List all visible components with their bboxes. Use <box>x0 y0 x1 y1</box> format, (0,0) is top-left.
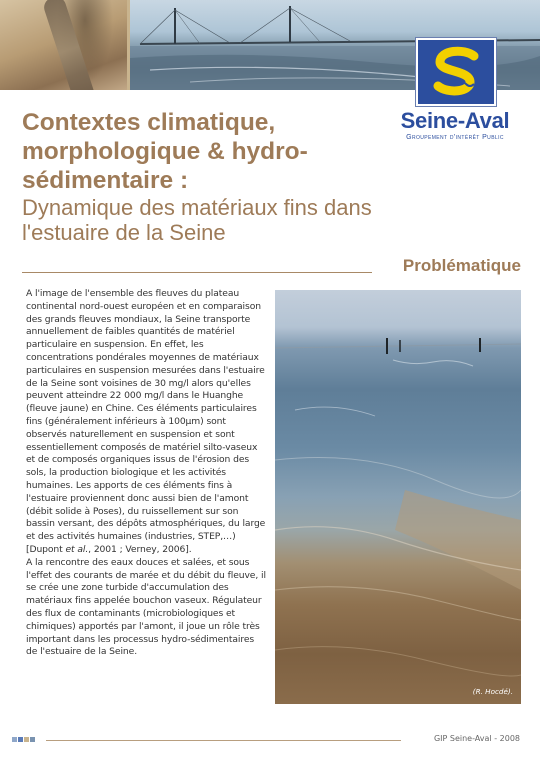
estuary-photo <box>275 290 521 704</box>
footer-square <box>12 737 17 742</box>
footer-square <box>18 737 23 742</box>
section-heading: Problématique <box>402 256 521 275</box>
footer-square <box>24 737 29 742</box>
page-subtitle: Dynamique des matériaux fins dans l'estuaire de la Seine <box>22 195 372 245</box>
logo-tagline: Groupement d'intérêt Public <box>406 134 504 141</box>
body-paragraph-2: A la rencontre des eaux douces et salées, et sous l'effet des courants de marée et du débit du fleuve, il se crée une zone turbide d'accumulation des matériaux fins appelée bouchon vaseux. Régulateur des flux de contaminants (microbiologiques et chimiques) apportés par l'amont, il joue un rôle très important dans les processus hydro-sédimentaires de l'estuaire de la Seine. <box>26 556 266 658</box>
reference-etal: et al. <box>65 543 89 555</box>
reference-citation <box>26 544 268 557</box>
page-title: Contextes climatique, morphologique & hydro-sédimentaire : <box>22 109 308 194</box>
sand-flats-photo <box>0 0 127 90</box>
reference-close: , 2001 ; Verney, 2006]. <box>88 543 192 555</box>
logo-name: Seine-Aval <box>400 108 510 133</box>
footer-text: GIP Seine-Aval - 2008 <box>433 734 520 743</box>
section-divider <box>22 272 372 273</box>
footer-divider <box>46 740 401 741</box>
body-text <box>26 288 268 659</box>
body-paragraph-1: A l'image de l'ensemble des fleuves du plateau continental nord-ouest européen et en comparaison des grands fleuves mondiaux, la Seine transporte annuellement de faibles quantités de matériel particulaire en suspension. En effet, les concentrations pondérales moyennes de matériaux particulaires en suspension mesurées dans l'estuaire de la Seine sont voisines de 30 mg/l alors qu'elles peuvent atteindre 22 000 mg/l dans le Huanghe (fleuve jaune) en Chine. Ces éléments particulaires fins (généralement inférieurs à 100µm) sont observés naturellement en suspension et sont essentiellement composés de matériel silto-vaseux et de composés organiques issus de l'érosion des sols, la production biologique et les activités humaines. Les apports de ces éléments fins à l'estuaire proviennent donc aussi bien de l'amont (débit solide à Poses), du ruissellement sur son bassin versant, des dépôts atmosphériques, du large et des activités humaines (industries, STEP,…) <box>26 288 266 543</box>
footer-square <box>30 737 35 742</box>
photo-credit: (R. Hocdé). <box>472 687 513 696</box>
footer-squares <box>12 737 36 743</box>
seine-aval-logo <box>416 38 496 106</box>
reference-open: [Dupont <box>26 543 66 555</box>
